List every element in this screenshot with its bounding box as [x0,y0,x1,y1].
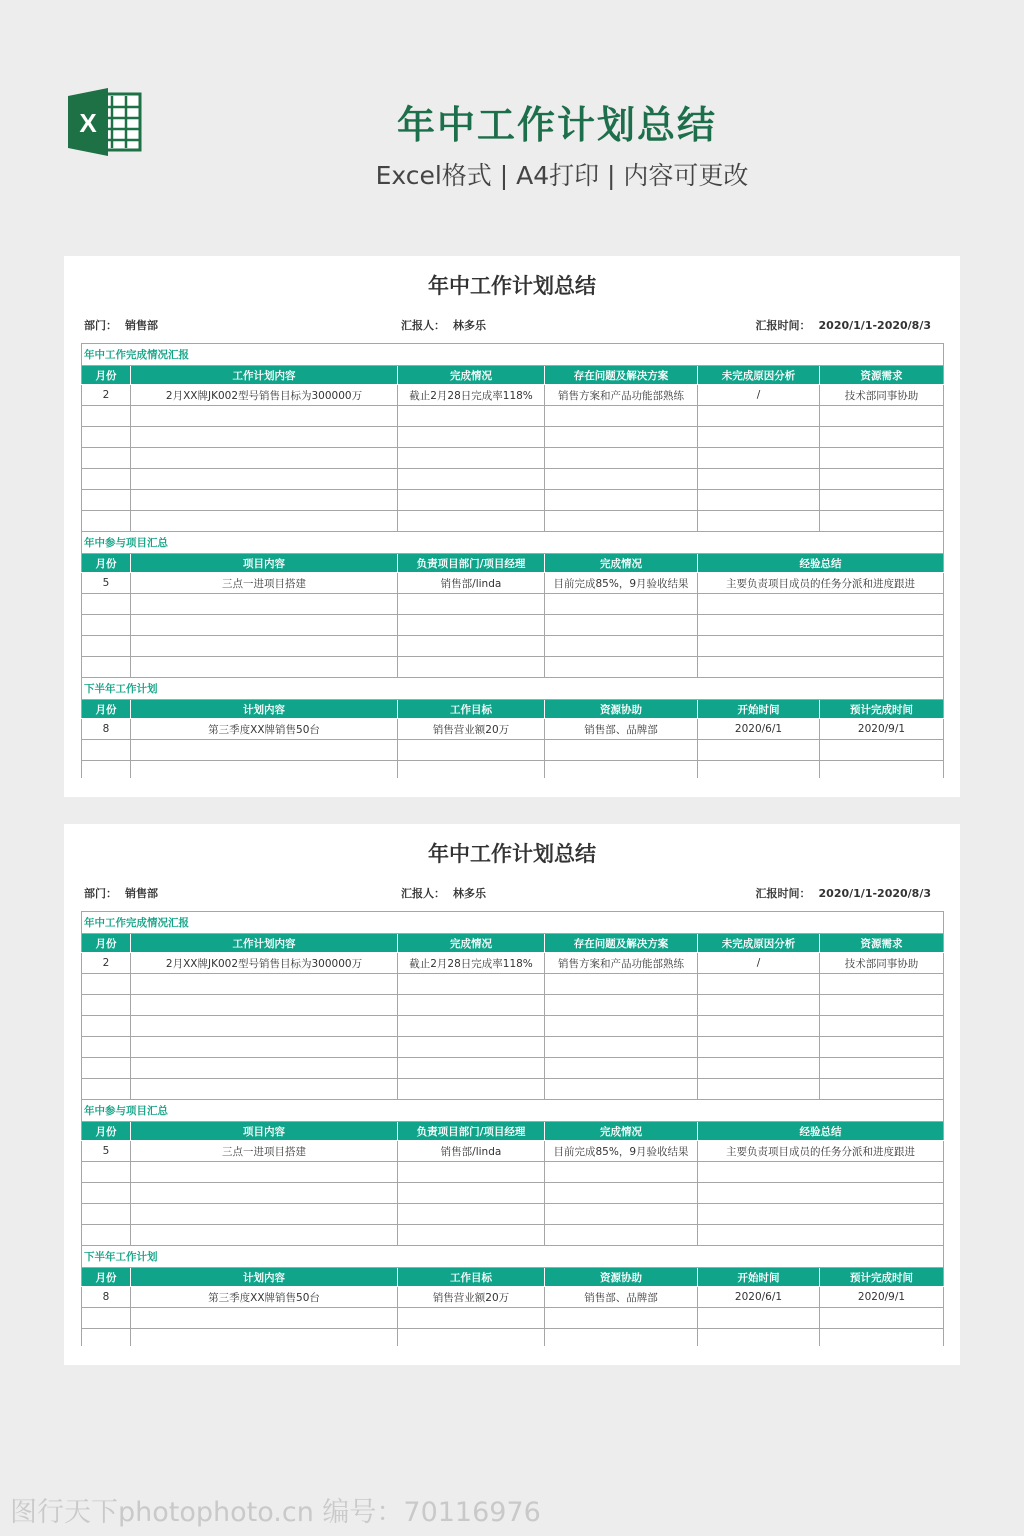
sheet-title: 年中工作计划总结 [428,274,596,298]
empty-cell [545,1308,698,1329]
cell: 经验总结 [698,1122,944,1141]
empty-cell [545,1329,698,1346]
empty-cell [698,1058,820,1079]
empty-cell [545,1016,698,1037]
empty-cell [398,615,545,636]
table-row [82,1016,944,1037]
empty-cell [398,995,545,1016]
cell: 2月XX牌JK002型号销售目标为300000万 [131,953,398,974]
empty-cell [131,1162,398,1183]
empty-cell [545,594,698,615]
table-row [82,1058,944,1079]
reporter-value: 林多乐 [453,319,486,332]
empty-cell [398,1225,545,1246]
empty-cell [398,1016,545,1037]
cell: 月份 [82,554,131,573]
cell: 月份 [82,700,131,719]
empty-cell [698,1016,820,1037]
cell: 销售方案和产品功能部熟练 [545,953,698,974]
empty-cell [82,1162,131,1183]
cell: 计划内容 [131,700,398,719]
department-value: 销售部 [125,319,158,332]
cell: 未完成原因分析 [698,934,820,953]
empty-cell [131,657,398,678]
cell: 开始时间 [698,700,820,719]
empty-cell [698,1204,944,1225]
empty-cell [545,1162,698,1183]
cell: 月份 [82,366,131,385]
cell: 完成情况 [545,554,698,573]
empty-cell [131,761,398,778]
department-label: 部门： [84,319,117,332]
empty-cell [131,511,398,532]
empty-cell [131,406,398,427]
cell: 负责项目部门/项目经理 [398,1122,545,1141]
empty-cell [545,511,698,532]
section-title: 年中工作完成情况汇报 [82,912,944,934]
empty-cell [398,1079,545,1100]
cell: 存在问题及解决方案 [545,366,698,385]
cell: 三点一进项目搭建 [131,573,398,594]
section-title-3 [82,678,944,700]
empty-cell [698,490,820,511]
empty-cell [820,1329,944,1346]
cell: 月份 [82,1122,131,1141]
cell: 第三季度XX牌销售50台 [131,719,398,740]
empty-cell [820,1079,944,1100]
empty-cell [820,511,944,532]
empty-cell [131,1204,398,1225]
section-title: 下半年工作计划 [82,1246,944,1268]
empty-cell [131,594,398,615]
watermark: 图行天下photophoto.cn 编号：70116976 [10,1497,541,1528]
cell: 经验总结 [698,554,944,573]
empty-cell [545,1204,698,1225]
cell: 主要负责项目成员的任务分派和进度跟进 [698,573,944,594]
empty-cell [82,1204,131,1225]
empty-cell [820,761,944,778]
empty-cell [398,1162,545,1183]
cell: 2 [82,385,131,406]
table-row [82,448,944,469]
cell: 三点一进项目搭建 [131,1141,398,1162]
empty-cell [131,740,398,761]
empty-cell [820,1037,944,1058]
cell: 2020/6/1 [698,719,820,740]
cell: 工作目标 [398,1268,545,1287]
table-row [82,469,944,490]
empty-cell [131,490,398,511]
empty-cell [545,1037,698,1058]
empty-cell [820,469,944,490]
empty-cell [131,1225,398,1246]
empty-cell [131,1183,398,1204]
header-row-2 [82,554,944,573]
cell: 预计完成时间 [820,700,944,719]
cell: 项目内容 [131,554,398,573]
empty-cell [82,974,131,995]
cell: 8 [82,1287,131,1308]
empty-cell [398,761,545,778]
sheet-preview-1 [64,256,960,797]
cell: 2月XX牌JK002型号销售目标为300000万 [131,385,398,406]
cell: 开始时间 [698,1268,820,1287]
table-row [82,1162,944,1183]
empty-cell [698,594,944,615]
header-row-1 [82,366,944,385]
empty-cell [131,1016,398,1037]
report-time-info [756,885,931,901]
cell: 销售部/linda [398,573,545,594]
empty-cell [398,1037,545,1058]
summary-table [81,911,944,1346]
table-row [82,1308,944,1329]
cell: 5 [82,1141,131,1162]
empty-cell [82,1079,131,1100]
empty-cell [698,761,820,778]
empty-cell [82,511,131,532]
cell: 预计完成时间 [820,1268,944,1287]
empty-cell [698,995,820,1016]
empty-cell [398,1308,545,1329]
empty-cell [82,1037,131,1058]
empty-cell [82,761,131,778]
empty-cell [398,511,545,532]
table-row [82,740,944,761]
cell: 2020/6/1 [698,1287,820,1308]
empty-cell [820,427,944,448]
empty-cell [131,1308,398,1329]
cell: 技术部同事协助 [820,385,944,406]
report-time-info [756,317,931,333]
table-row [82,995,944,1016]
empty-cell [545,657,698,678]
cell: 销售方案和产品功能部熟练 [545,385,698,406]
empty-cell [698,448,820,469]
table-row [82,573,944,594]
table-row [82,1329,944,1346]
empty-cell [545,1225,698,1246]
cell: 截止2月28日完成率118% [398,385,545,406]
cell: 销售部、品牌部 [545,1287,698,1308]
cell: 销售营业额20万 [398,1287,545,1308]
empty-cell [698,1162,944,1183]
empty-cell [82,1308,131,1329]
table-row [82,761,944,778]
section-title-1 [82,912,944,934]
table-row [82,511,944,532]
section-title-1 [82,344,944,366]
department-label: 部门： [84,887,117,900]
empty-cell [131,1079,398,1100]
section-title-3 [82,1246,944,1268]
cell: 目前完成85%，9月验收结果 [545,1141,698,1162]
empty-cell [398,974,545,995]
empty-cell [545,740,698,761]
empty-cell [82,615,131,636]
empty-cell [698,427,820,448]
report-time-value: 2020/1/1-2020/8/3 [818,319,931,332]
table-row [82,1225,944,1246]
cell: 2020/9/1 [820,719,944,740]
section-title: 下半年工作计划 [82,678,944,700]
empty-cell [82,1329,131,1346]
empty-cell [545,995,698,1016]
table-row [82,636,944,657]
cell: 存在问题及解决方案 [545,934,698,953]
empty-cell [398,1329,545,1346]
empty-cell [131,615,398,636]
empty-cell [398,636,545,657]
empty-cell [398,490,545,511]
department-info [84,885,158,901]
empty-cell [545,448,698,469]
reporter-info [401,885,486,901]
table-row [82,1183,944,1204]
empty-cell [398,1183,545,1204]
reporter-info [401,317,486,333]
empty-cell [398,657,545,678]
empty-cell [82,636,131,657]
empty-cell [698,1183,944,1204]
empty-cell [131,974,398,995]
table-row [82,1287,944,1308]
empty-cell [698,615,944,636]
cell: 主要负责项目成员的任务分派和进度跟进 [698,1141,944,1162]
empty-cell [545,615,698,636]
page-subtitle: Excel格式 | A4打印 | 内容可更改 [375,161,749,190]
table-row [82,1141,944,1162]
empty-cell [398,469,545,490]
empty-cell [398,740,545,761]
excel-logo-letter: X [79,108,97,138]
section-title-2 [82,1100,944,1122]
cell: 销售营业额20万 [398,719,545,740]
cell: 第三季度XX牌销售50台 [131,1287,398,1308]
empty-cell [131,995,398,1016]
cell: 未完成原因分析 [698,366,820,385]
report-time-label: 汇报时间： [755,887,811,900]
cell: 工作计划内容 [131,366,398,385]
page-title: 年中工作计划总结 [396,103,717,147]
sheet-title: 年中工作计划总结 [428,842,596,866]
empty-cell [131,1329,398,1346]
cell: 资源协助 [545,700,698,719]
empty-cell [820,974,944,995]
table-row [82,594,944,615]
empty-cell [131,469,398,490]
cell: 资源需求 [820,934,944,953]
empty-cell [698,657,944,678]
empty-cell [131,1037,398,1058]
report-time-label: 汇报时间： [755,319,811,332]
section-title-2 [82,532,944,554]
empty-cell [82,1225,131,1246]
empty-cell [545,1058,698,1079]
cell: 2020/9/1 [820,1287,944,1308]
cell: 工作目标 [398,700,545,719]
empty-cell [82,1016,131,1037]
section-title: 年中工作完成情况汇报 [82,344,944,366]
summary-table [81,343,944,778]
empty-cell [698,1308,820,1329]
empty-cell [698,511,820,532]
cell: 销售部/linda [398,1141,545,1162]
cell: 完成情况 [545,1122,698,1141]
table-row [82,385,944,406]
empty-cell [820,995,944,1016]
empty-cell [398,448,545,469]
empty-cell [82,740,131,761]
empty-cell [545,469,698,490]
sheet-preview-2 [64,824,960,1365]
cell: 截止2月28日完成率118% [398,953,545,974]
empty-cell [820,406,944,427]
cell: 技术部同事协助 [820,953,944,974]
empty-cell [398,1058,545,1079]
table-row [82,615,944,636]
cell: / [698,385,820,406]
empty-cell [820,740,944,761]
table-row [82,1037,944,1058]
empty-cell [698,469,820,490]
empty-cell [698,974,820,995]
empty-cell [545,1079,698,1100]
empty-cell [398,406,545,427]
empty-cell [82,427,131,448]
reporter-value: 林多乐 [453,887,486,900]
empty-cell [820,490,944,511]
cell: 销售部、品牌部 [545,719,698,740]
empty-cell [698,1037,820,1058]
cell: 完成情况 [398,366,545,385]
report-time-value: 2020/1/1-2020/8/3 [818,887,931,900]
empty-cell [698,1225,944,1246]
reporter-label: 汇报人： [401,319,445,332]
empty-cell [131,1058,398,1079]
cell: 5 [82,573,131,594]
cell: 8 [82,719,131,740]
cell: 月份 [82,1268,131,1287]
empty-cell [398,427,545,448]
table-row [82,406,944,427]
empty-cell [545,974,698,995]
empty-cell [698,1079,820,1100]
empty-cell [545,490,698,511]
cell: 完成情况 [398,934,545,953]
empty-cell [131,636,398,657]
empty-cell [545,427,698,448]
cell: 资源需求 [820,366,944,385]
table-row [82,427,944,448]
empty-cell [82,594,131,615]
empty-cell [545,406,698,427]
empty-cell [131,427,398,448]
cell: 工作计划内容 [131,934,398,953]
empty-cell [82,1183,131,1204]
empty-cell [698,1329,820,1346]
table-row [82,490,944,511]
table-row [82,719,944,740]
empty-cell [82,1058,131,1079]
cell: 2 [82,953,131,974]
department-info [84,317,158,333]
cell: / [698,953,820,974]
cell: 负责项目部门/项目经理 [398,554,545,573]
header-row-3 [82,700,944,719]
empty-cell [698,406,820,427]
empty-cell [820,1058,944,1079]
empty-cell [698,740,820,761]
empty-cell [82,657,131,678]
empty-cell [398,1204,545,1225]
header-row-3 [82,1268,944,1287]
empty-cell [82,490,131,511]
table-row [82,657,944,678]
empty-cell [545,761,698,778]
empty-cell [398,594,545,615]
cell: 项目内容 [131,1122,398,1141]
empty-cell [820,1016,944,1037]
cell: 计划内容 [131,1268,398,1287]
empty-cell [82,469,131,490]
cell: 目前完成85%，9月验收结果 [545,573,698,594]
table-row [82,1079,944,1100]
table-row [82,974,944,995]
cell: 月份 [82,934,131,953]
empty-cell [545,636,698,657]
empty-cell [82,448,131,469]
table-row [82,1204,944,1225]
empty-cell [82,995,131,1016]
empty-cell [82,406,131,427]
empty-cell [820,1308,944,1329]
header-row-1 [82,934,944,953]
table-row [82,953,944,974]
empty-cell [131,448,398,469]
empty-cell [698,636,944,657]
header-row-2 [82,1122,944,1141]
department-value: 销售部 [125,887,158,900]
empty-cell [820,448,944,469]
reporter-label: 汇报人： [401,887,445,900]
section-title: 年中参与项目汇总 [82,1100,944,1122]
empty-cell [545,1183,698,1204]
section-title: 年中参与项目汇总 [82,532,944,554]
cell: 资源协助 [545,1268,698,1287]
